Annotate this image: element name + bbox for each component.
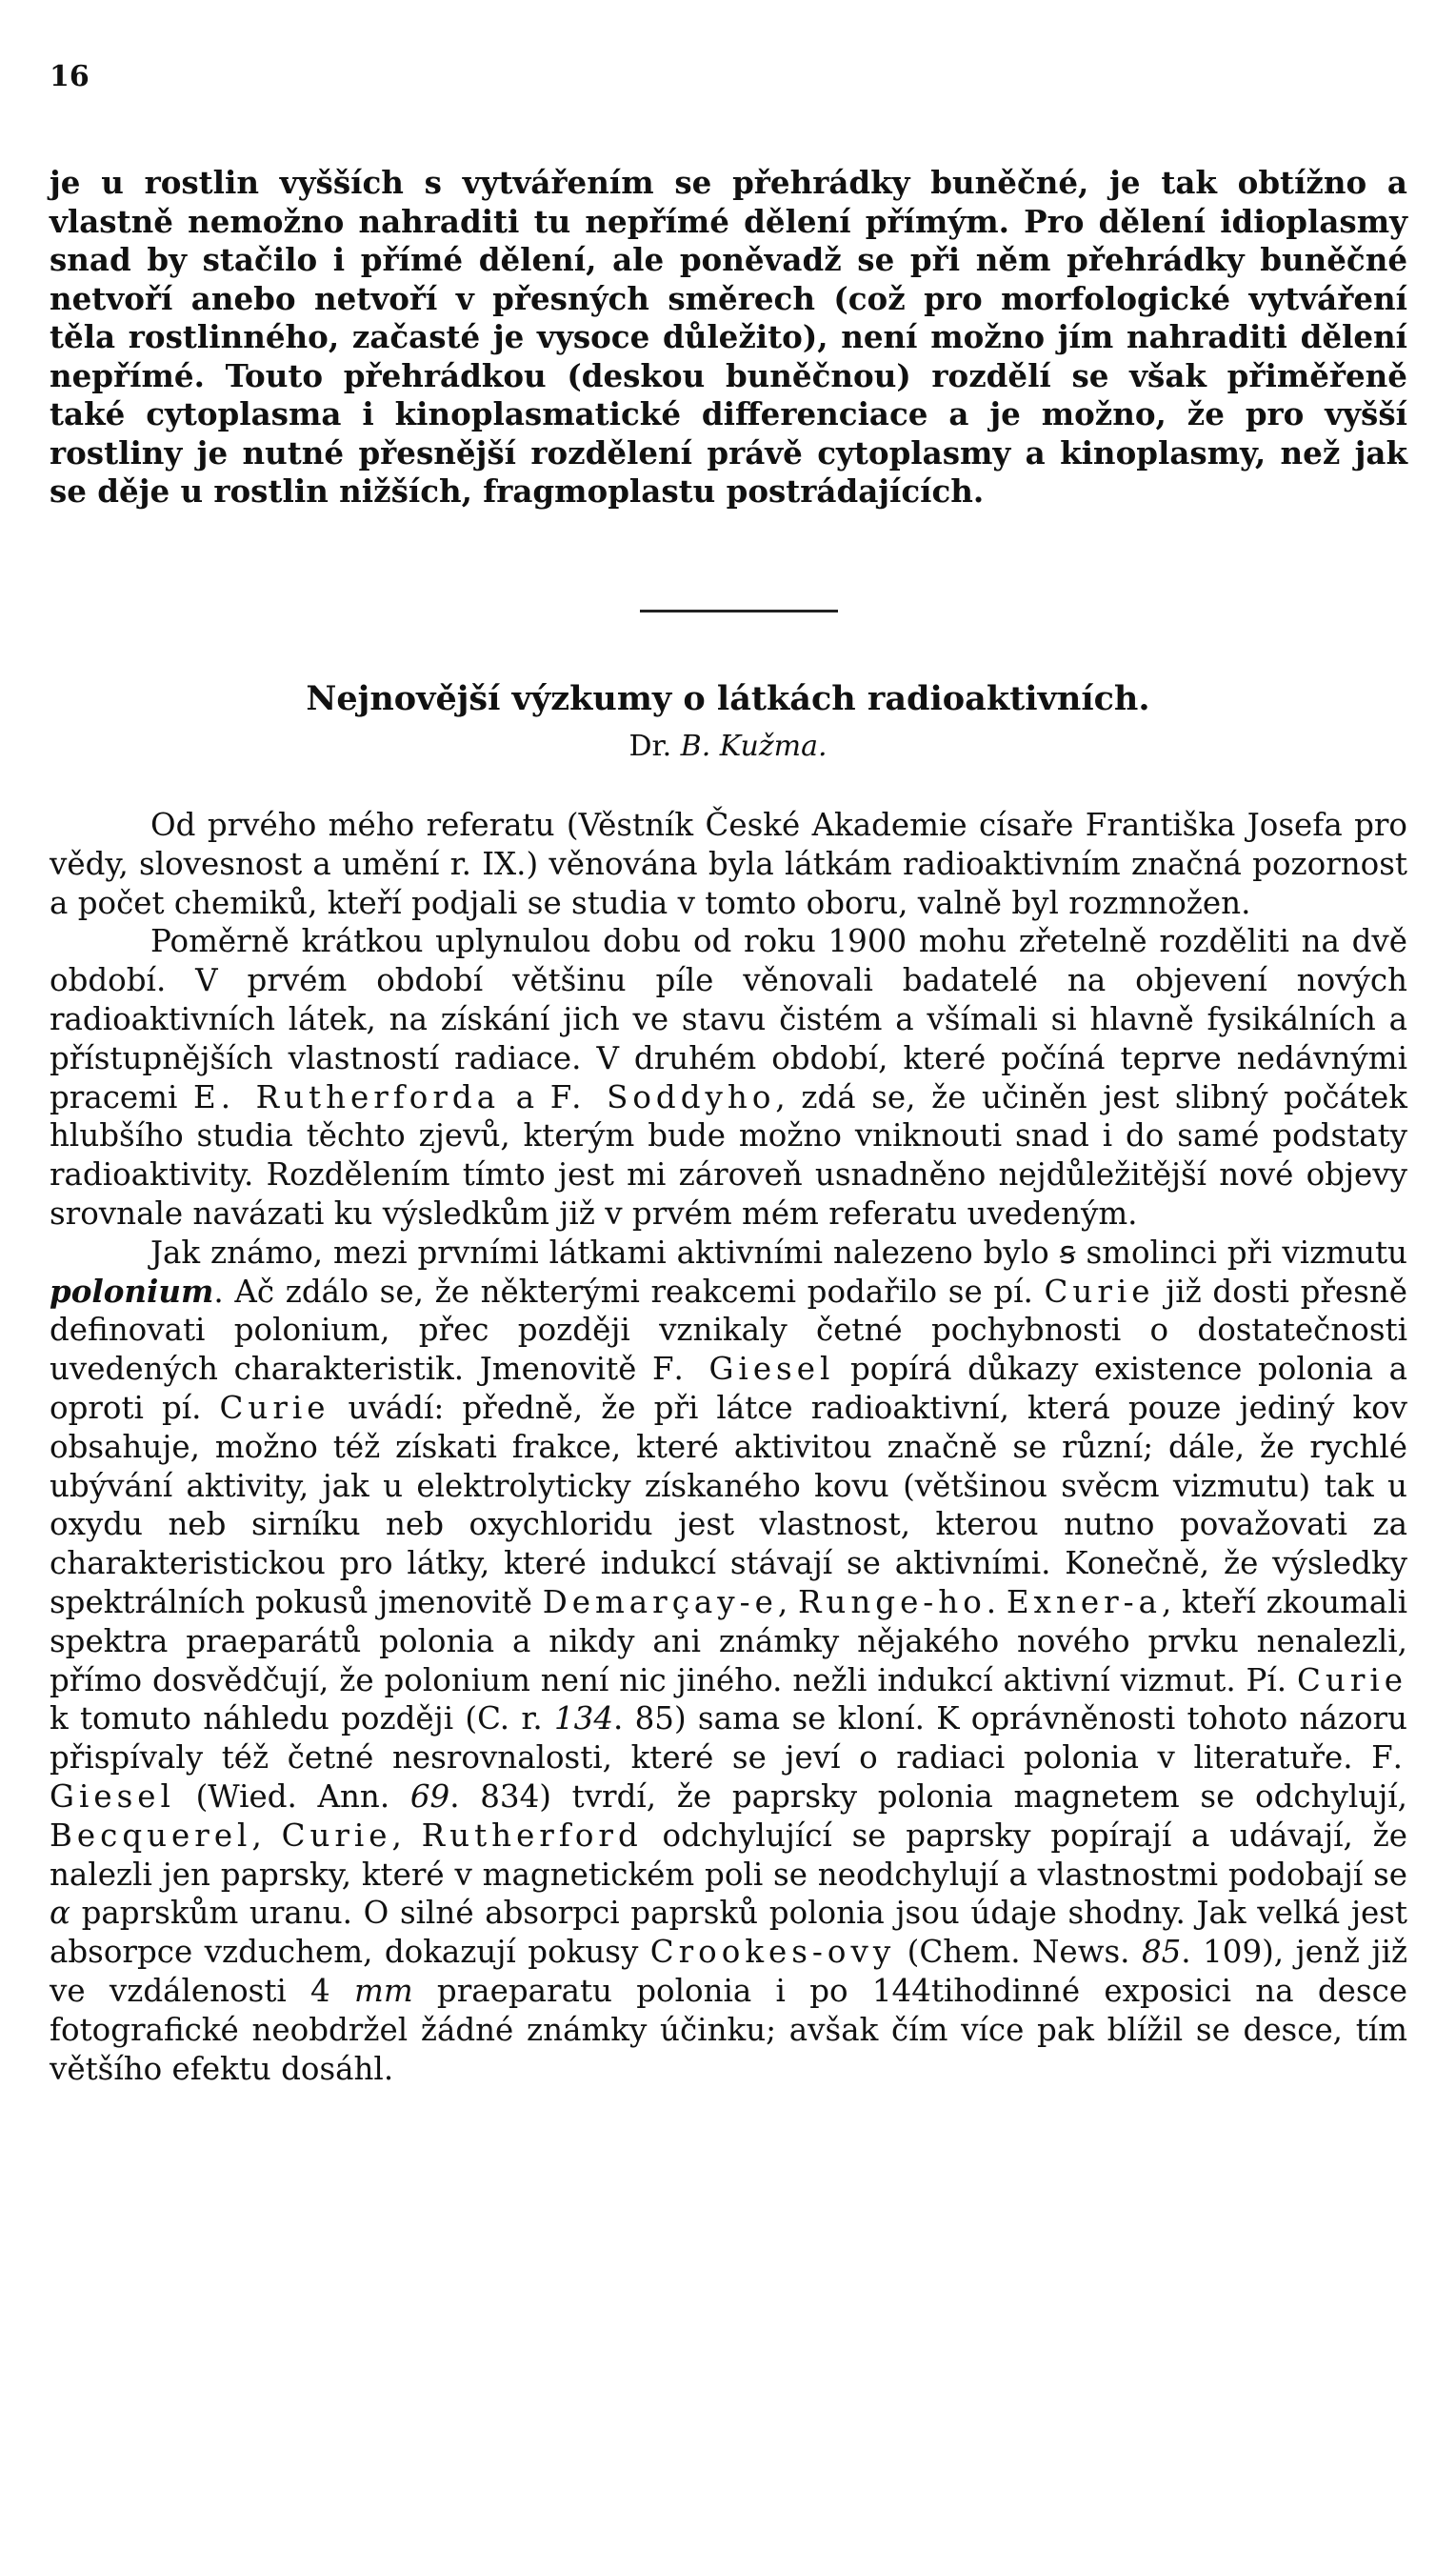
- volume-number: 85: [1141, 1934, 1182, 1971]
- text-run: uvádí: předně, že při látce radioaktivní, která pouze jediný kov obsahuje, možno též získati frakce, které aktivitou značně se různí; dále, že rychlé ubývání aktivity, jak u elektrolyticky získaného kovu (většinou svěcm vizmutu) tak u oxydu neb sirníku neb oxychloridu jest vlastnost, kterou nutno považovati za charakteristickou pro látky, které indukcí stávají se aktivními. Konečně, že výsledky spektrálních pokusů jmenovitě: [50, 1389, 1407, 1620]
- author-ref-curie: Curie: [281, 1817, 392, 1854]
- text-run: , zdá se, že učiněn jest slibný počátek hlubšího studia těchto zjevů, kterým bude možno vniknouti snad i do samé podstaty radioaktivity. Rozdělením tímto jest mi zároveň usnadněno nejdůležitější nové objevy srovnale navázati ku výsledkům již v prvém mém referatu uvedeným.: [50, 1078, 1407, 1232]
- unit-mm: mm: [354, 1972, 413, 2009]
- text-run: . 85) sama se kloní. K oprávněnosti tohoto názoru přispívaly též četné nesrovnalosti, které se jeví o radiaci polonia v literatuře.: [50, 1700, 1407, 1777]
- author-ref-giesel: F. Giesel: [652, 1351, 835, 1388]
- author-ref-runge: Runge-ho: [797, 1583, 987, 1620]
- intro-paragraph: je u rostlin vyšších s vytvářením se přehrádky buněčné, je tak obtížno a vlastně nemožno nahraditi tu nepřímé dělení přímým. Pro dělení idioplasmy snad by stačilo i přímé dělení, ale poněvadž se při něm přehrádky buněčné netvoří anebo netvoří v přesných směrech (což pro morfologické vytváření těla rostlinného, začasté je vysoce důležito), není možno jím nahraditi dělení nepřímé. Touto přehrádkou (deskou buněčnou) rozdělí se však přiměřeně také cytoplasma i kinoplasmatické differenciace a je možno, že pro vyšší rostliny je nutné přesnější rozdělení právě cytoplasmy a kinoplasmy, než jak se děje u rostlin nižších, fragmoplastu postrádajících.: [50, 164, 1407, 510]
- text-run: ,: [391, 1817, 422, 1854]
- text-run: praeparatu polonia i po 144tihodinné exposici na desce fotografické neobdržel žádné známky účinku; avšak čím více pak blížil se desce, tím většího efektu dosáhl.: [50, 1972, 1408, 2087]
- paragraph-3: [50, 1234, 1407, 2089]
- greek-alpha: α: [50, 1895, 70, 1932]
- text-run: již dosti přesně definovati polonium, přec později vznikaly četné pochybnosti o dostatečnosti uvedených charakteristik. Jmenovitě: [50, 1273, 1407, 1388]
- page-number: 16: [50, 60, 90, 93]
- text-run: . 109), jenž již ve vzdálenosti 4: [50, 1934, 1408, 2009]
- text-run: Jak známo, mezi prvními látkami aktivními nalezeno bylo: [150, 1234, 1060, 1271]
- author-ref-becquerel: Becquerel: [50, 1817, 252, 1854]
- author-name: B. Kužma.: [680, 730, 828, 763]
- paragraph-2: [50, 922, 1407, 1233]
- article-body: [50, 806, 1407, 2088]
- text-run: odchylující se paprsky popírají a udávají, že nalezli jen paprsky, které v magnetickém poli se neodchylují a vlastnostmi podobají se: [50, 1817, 1408, 1893]
- text-run: ,: [251, 1817, 282, 1854]
- text-run: a: [500, 1078, 550, 1115]
- article-title: Nejnovější výzkumy o látkách radioaktivních.: [306, 679, 1150, 718]
- text-run: paprskům uranu. O silné absorpci paprsků polonia jsou údaje shodny. Jak velká jest absorpce vzduchem, dokazují pokusy: [50, 1895, 1407, 1971]
- author-ref-soddy: F. Soddyho: [549, 1078, 776, 1115]
- author-ref-rutherford: E. Rutherforda: [192, 1078, 501, 1115]
- author-ref-curie: Curie: [219, 1389, 330, 1426]
- text-run: (Chem. News.: [895, 1934, 1142, 1971]
- section-sign-glyph: ꞩ: [1059, 1234, 1076, 1271]
- text-run: (Wied. Ann.: [174, 1777, 410, 1815]
- author-ref-curie: Curie: [1297, 1661, 1407, 1698]
- author-ref-curie: Curie: [1044, 1273, 1155, 1310]
- text-run: . Ač zdálo se, že některými reakcemi podařilo se pí.: [213, 1273, 1045, 1310]
- text-run: popírá důkazy existence polonia a oproti pí.: [50, 1351, 1408, 1426]
- text-run: smolinci při vizmutu: [1075, 1234, 1407, 1271]
- author-ref-giesel: F. Giesel: [50, 1739, 1407, 1815]
- term-polonium: polonium: [50, 1272, 214, 1310]
- article-author: [0, 730, 1456, 764]
- author-ref-crookes: Crookes-ovy: [649, 1934, 896, 1971]
- paragraph-1: Od prvého mého referatu (Věstník České Akademie císaře Františka Josefa pro vědy, slovesnost a umění r. IX.) věnována byla látkám radioaktivním značná pozornost a počet chemiků, kteří podjali se studia v tomto oboru, valně byl rozmnožen.: [50, 807, 1407, 921]
- text-run: k tomuto náhledu později (C. r.: [50, 1700, 554, 1737]
- text-run: Poměrně krátkou uplynulou dobu od roku 1900 mohu zřetelně rozděliti na dvě období. V prvém období většinu píle věnovali badatelé na objevení nových radioaktivních látek, na získání jich ve stavu čistém a všímali si hlavně fysikálních a přístupnějších vlastností radiace. V druhém období, které počíná teprve nedávnými pracemi: [50, 923, 1407, 1115]
- author-prefix: Dr.: [628, 730, 672, 763]
- volume-number: 134: [553, 1700, 614, 1737]
- author-ref-demarcay: Demarçay-e: [542, 1583, 778, 1620]
- text-run: . 834) tvrdí, že paprsky polonia magnetem se odchylují,: [449, 1777, 1407, 1815]
- text-run: , kteří zkoumali spektra praeparátů polonia a nikdy ani známky nějakého nového prvku nenalezli, přímo dosvědčují, že polonium není nic jiného. nežli indukcí aktivní vizmut. Pí.: [50, 1583, 1407, 1698]
- text-run: ,: [777, 1583, 798, 1620]
- volume-number: 69: [409, 1777, 450, 1815]
- author-ref-exner: Exner-a: [1006, 1583, 1162, 1620]
- section-divider: [640, 610, 838, 612]
- author-ref-rutherford: Rutherford: [421, 1817, 643, 1854]
- text-run: .: [986, 1583, 1007, 1620]
